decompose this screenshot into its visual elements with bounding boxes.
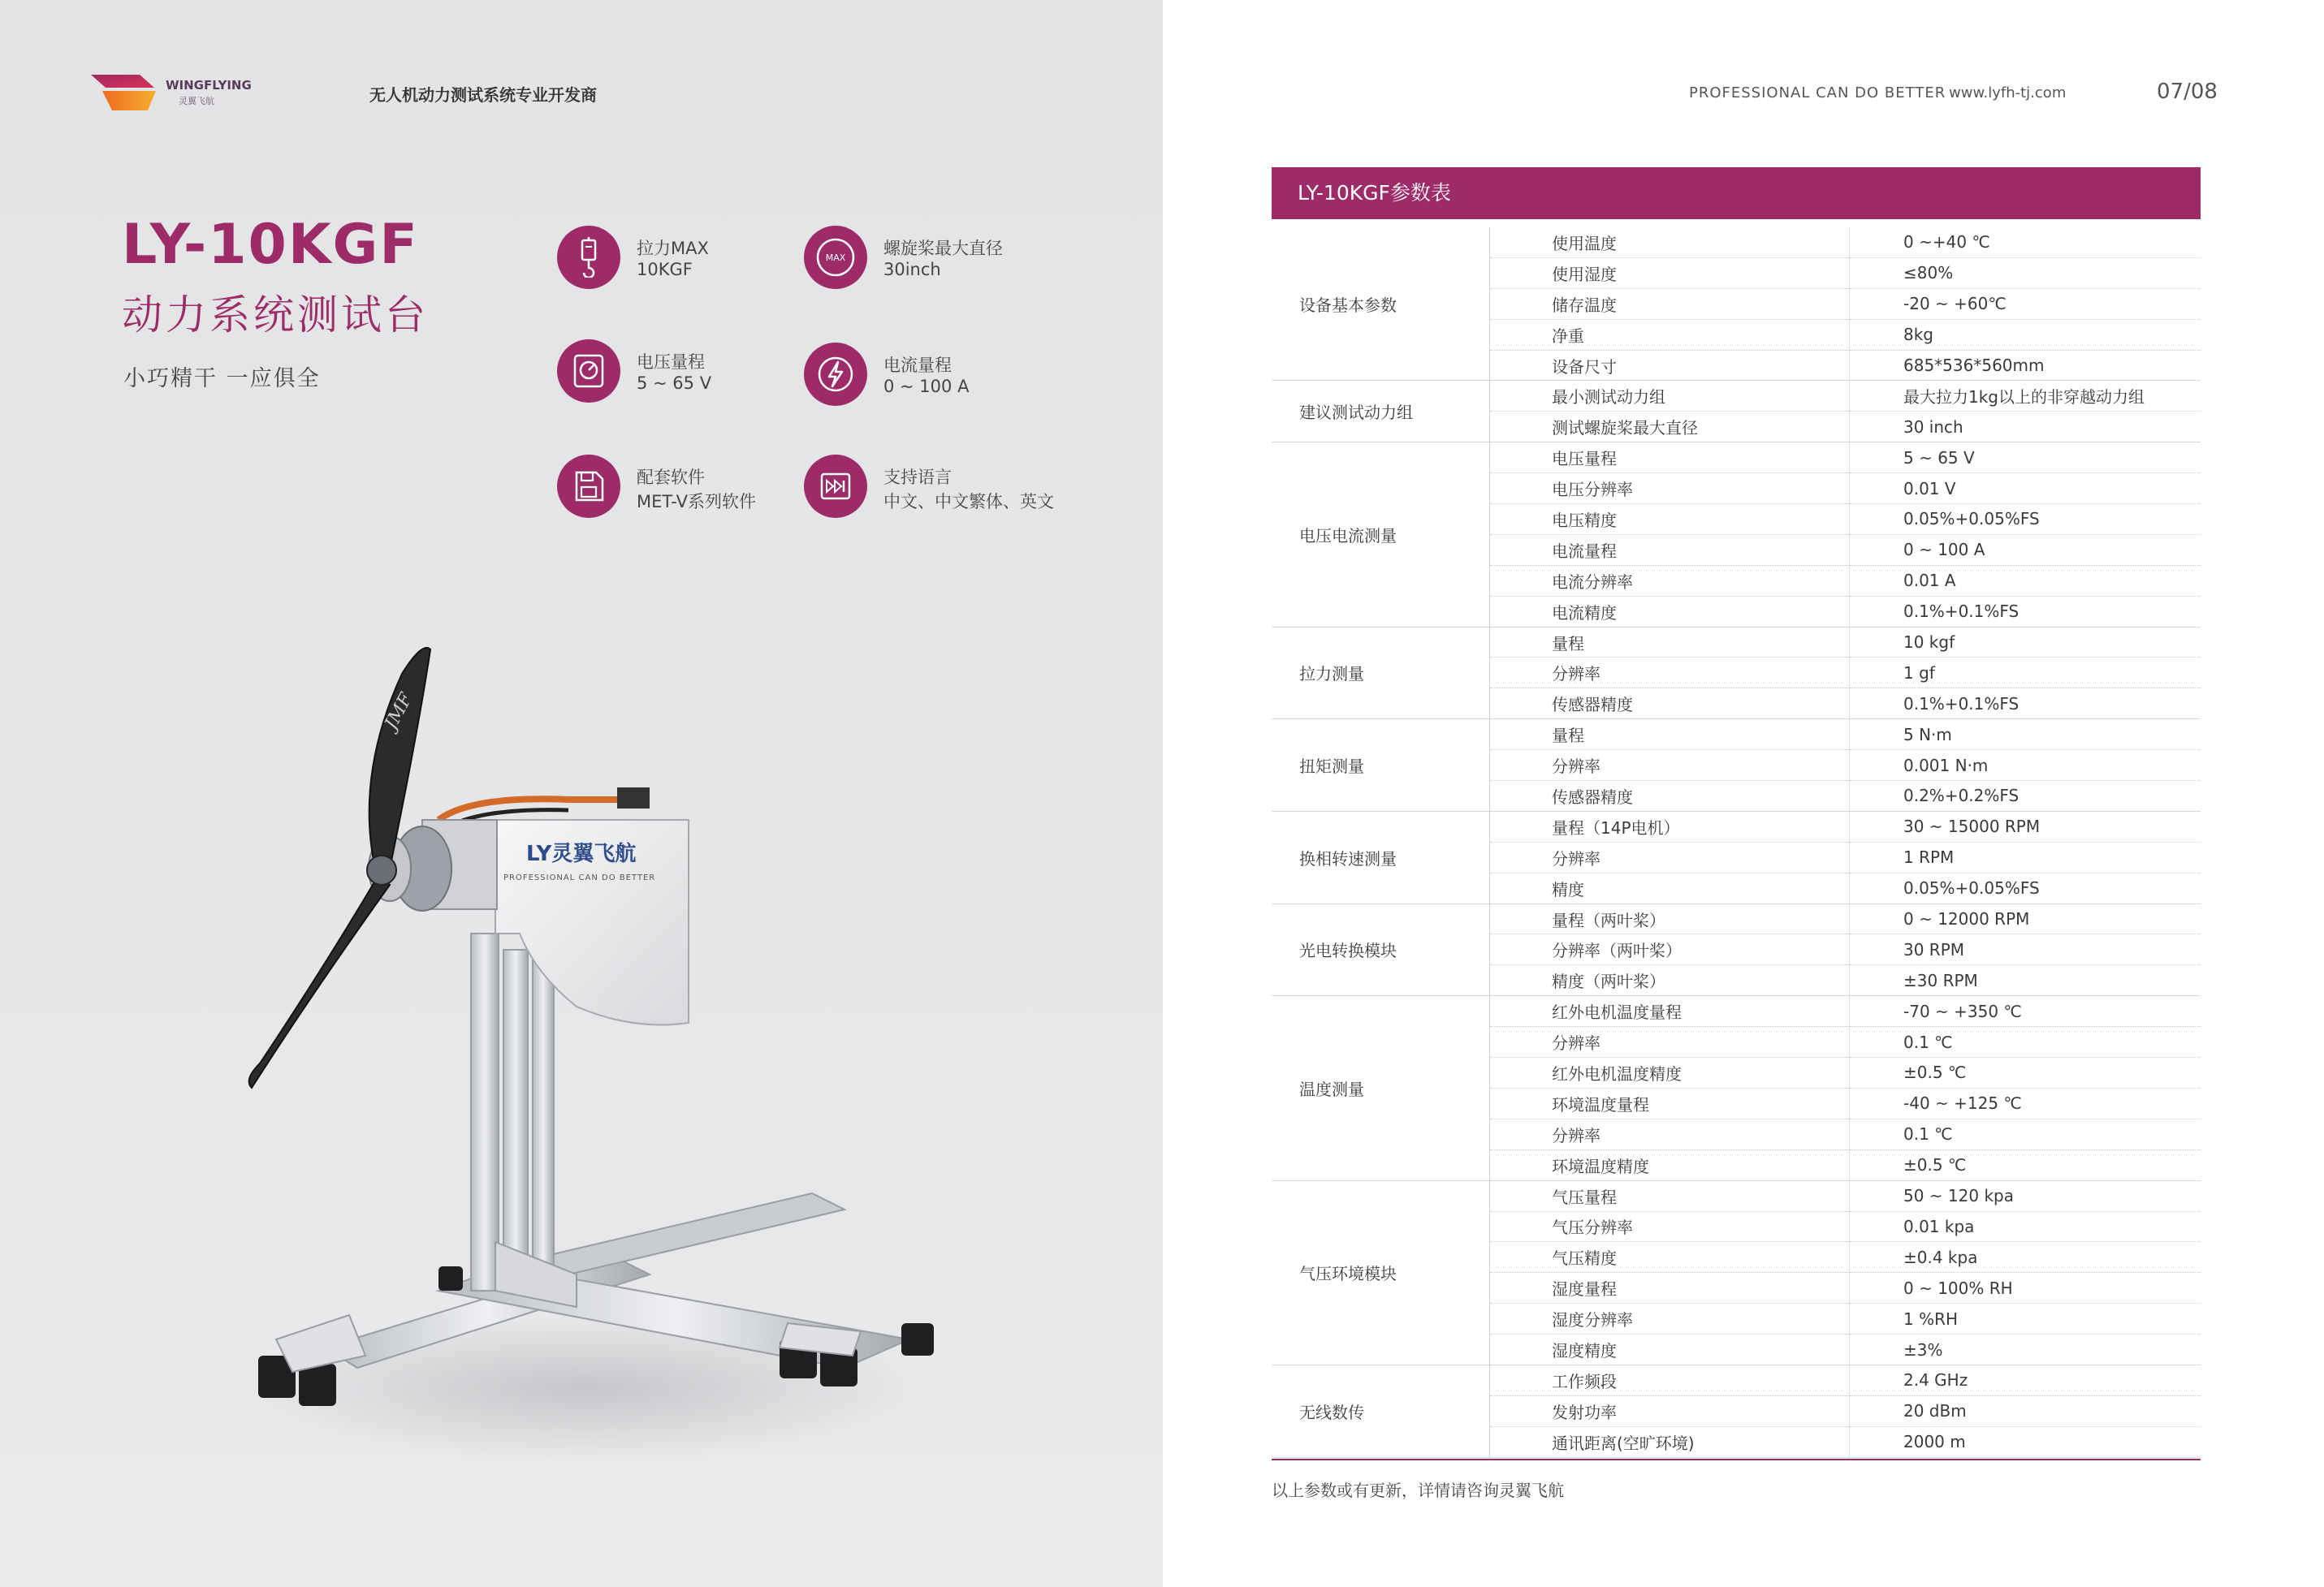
product-model: LY-10KGF — [122, 213, 419, 277]
max-diameter-icon — [804, 226, 867, 289]
company-tagline: 无人机动力测试系统专业开发商 — [369, 85, 597, 105]
feature-value: MET-V系列软件 — [637, 492, 756, 511]
feature-label: 电流量程 — [883, 356, 952, 375]
spec-param-name: 红外电机温度量程 — [1490, 996, 1850, 1027]
spec-param-name: 设备尺寸 — [1490, 350, 1850, 381]
spec-param-value: -20 ~ +60℃ — [1850, 288, 2201, 319]
spec-param-name: 气压量程 — [1490, 1180, 1850, 1211]
spec-param-name: 传感器精度 — [1490, 781, 1850, 812]
spec-category: 无线数传 — [1272, 1365, 1490, 1457]
spec-param-value: 685*536*560mm — [1850, 350, 2201, 381]
spec-param-name: 使用温度 — [1490, 227, 1850, 257]
spec-param-value: 0.01 V — [1850, 473, 2201, 504]
spec-param-value: 30 ~ 15000 RPM — [1850, 811, 2201, 842]
feature-label: 拉力MAX — [637, 239, 709, 258]
spec-param-value: 30 inch — [1850, 412, 2201, 442]
logo-subtext: 灵翼飞航 — [179, 96, 214, 106]
spec-param-name: 电流量程 — [1490, 534, 1850, 565]
spec-table-bottom-rule — [1272, 1459, 2201, 1460]
spec-param-value: ±0.5 ℃ — [1850, 1149, 2201, 1180]
feature-value: 0 ~ 100 A — [883, 377, 970, 396]
footnote: 以上参数或有更新，详情请咨询灵翼飞航 — [1272, 1481, 1564, 1500]
spec-param-name: 电压分辨率 — [1490, 473, 1850, 504]
spec-param-name: 环境温度精度 — [1490, 1149, 1850, 1180]
spec-category: 拉力测量 — [1272, 627, 1490, 719]
spec-param-name: 发射功率 — [1490, 1395, 1850, 1426]
spec-category: 温度测量 — [1272, 996, 1490, 1180]
spec-category: 换相转速测量 — [1272, 811, 1490, 903]
spec-param-name: 分辨率 — [1490, 1027, 1850, 1058]
spec-param-value: 0.1%+0.1%FS — [1850, 688, 2201, 719]
page-number: 07/08 — [2157, 80, 2218, 104]
spec-param-value: 1 gf — [1850, 658, 2201, 688]
table-row — [1272, 227, 2201, 257]
feature-current — [804, 343, 1064, 408]
table-row — [1272, 1180, 2201, 1211]
website-link[interactable]: www.lyfh-tj.com — [1949, 84, 2067, 101]
spec-param-name: 电压精度 — [1490, 504, 1850, 535]
spec-param-name: 湿度量程 — [1490, 1273, 1850, 1304]
feature-language — [804, 455, 1064, 520]
spec-param-name: 传感器精度 — [1490, 688, 1850, 719]
spec-param-name: 环境温度量程 — [1490, 1088, 1850, 1119]
spec-param-value: 0.05%+0.05%FS — [1850, 504, 2201, 535]
spec-param-name: 通讯距离(空旷环境) — [1490, 1426, 1850, 1457]
spec-param-value: 0.1 ℃ — [1850, 1027, 2201, 1058]
spec-param-value: 0.1%+0.1%FS — [1850, 596, 2201, 627]
spec-param-name: 分辨率 — [1490, 842, 1850, 873]
spec-param-name: 分辨率 — [1490, 658, 1850, 688]
spec-param-value: 5 N·m — [1850, 719, 2201, 750]
voltage-meter-icon — [557, 339, 620, 403]
spec-param-value: 8kg — [1850, 319, 2201, 350]
spec-param-name: 湿度精度 — [1490, 1335, 1850, 1365]
spec-category: 建议测试动力组 — [1272, 381, 1490, 442]
product-slogan: 小巧精干 一应俱全 — [123, 366, 321, 391]
spec-param-name: 气压精度 — [1490, 1242, 1850, 1273]
svg-text:JMF: JMF — [381, 689, 417, 733]
spec-param-name: 量程（两叶桨） — [1490, 903, 1850, 934]
table-row — [1272, 381, 2201, 412]
spec-param-value: 20 dBm — [1850, 1395, 2201, 1426]
feature-voltage — [557, 339, 817, 404]
feature-value: 5 ~ 65 V — [637, 373, 712, 393]
feature-label: 支持语言 — [883, 468, 952, 487]
spec-param-name: 最小测试动力组 — [1490, 381, 1850, 412]
spec-param-value: 50 ~ 120 kpa — [1850, 1180, 2201, 1211]
spec-param-name: 测试螺旋桨最大直径 — [1490, 412, 1850, 442]
spec-param-value: 5 ~ 65 V — [1850, 442, 2201, 473]
spec-param-name: 电流精度 — [1490, 596, 1850, 627]
spec-category: 光电转换模块 — [1272, 903, 1490, 996]
lightning-icon — [804, 343, 867, 406]
feature-value: 30inch — [883, 260, 941, 279]
spec-param-value: 0.01 A — [1850, 565, 2201, 596]
wing-logo-icon — [91, 71, 166, 117]
spec-param-value: ±30 RPM — [1850, 965, 2201, 996]
spec-param-name: 湿度分辨率 — [1490, 1304, 1850, 1335]
spec-param-name: 量程（14P电机） — [1490, 811, 1850, 842]
spec-param-name: 分辨率 — [1490, 1119, 1850, 1149]
table-row — [1272, 903, 2201, 934]
thrust-gauge-icon — [557, 226, 620, 289]
spec-param-value: ≤80% — [1850, 257, 2201, 288]
spec-table-title-bar — [1272, 167, 2201, 219]
spec-param-value: 2000 m — [1850, 1426, 2201, 1457]
brand-logo — [91, 71, 253, 120]
spec-param-value: 0.001 N·m — [1850, 750, 2201, 781]
spec-param-name: 净重 — [1490, 319, 1850, 350]
spec-param-name: 电压量程 — [1490, 442, 1850, 473]
right-page — [1163, 0, 2324, 1587]
spec-param-name: 电流分辨率 — [1490, 565, 1850, 596]
spec-param-value: ±3% — [1850, 1335, 2201, 1365]
spec-param-value: 0.1 ℃ — [1850, 1119, 2201, 1149]
spec-category: 电压电流测量 — [1272, 442, 1490, 627]
spec-param-value: -70 ~ +350 ℃ — [1850, 996, 2201, 1027]
spec-category: 气压环境模块 — [1272, 1180, 1490, 1365]
test-stand-illustration — [227, 625, 958, 1469]
feature-label: 螺旋桨最大直径 — [883, 239, 1003, 258]
table-row — [1272, 719, 2201, 750]
spec-param-value: 0.2%+0.2%FS — [1850, 781, 2201, 812]
spec-category: 扭矩测量 — [1272, 719, 1490, 812]
table-row — [1272, 442, 2201, 473]
spec-param-name: 红外电机温度精度 — [1490, 1058, 1850, 1089]
table-row — [1272, 627, 2201, 658]
table-row — [1272, 1365, 2201, 1395]
spec-param-value: 0 ~ 100% RH — [1850, 1273, 2201, 1304]
spec-param-value: 0.05%+0.05%FS — [1850, 873, 2201, 903]
spec-param-name: 储存温度 — [1490, 288, 1850, 319]
machine-tagline: PROFESSIONAL CAN DO BETTER — [503, 873, 656, 882]
feature-label: 电压量程 — [637, 352, 705, 372]
spec-param-value: ±0.4 kpa — [1850, 1242, 2201, 1273]
feature-software — [557, 455, 817, 520]
spec-param-value: 0 ~ 12000 RPM — [1850, 903, 2201, 934]
spec-param-name: 量程 — [1490, 719, 1850, 750]
spec-param-value: 10 kgf — [1850, 627, 2201, 658]
spec-param-name: 分辨率 — [1490, 750, 1850, 781]
spec-param-value: 0.01 kpa — [1850, 1211, 2201, 1242]
spec-param-name: 量程 — [1490, 627, 1850, 658]
feature-max-diameter — [804, 226, 1064, 291]
logo-text: WINGFLYING — [166, 78, 252, 93]
product-name: 动力系统测试台 — [122, 291, 429, 339]
spec-param-value: 2.4 GHz — [1850, 1365, 2201, 1395]
table-row — [1272, 996, 2201, 1027]
header-slogan: PROFESSIONAL CAN DO BETTER — [1689, 84, 1946, 101]
feature-value: 10KGF — [637, 260, 693, 279]
spec-param-value: -40 ~ +125 ℃ — [1850, 1088, 2201, 1119]
svg-text:MAX: MAX — [825, 252, 846, 263]
feature-label: 配套软件 — [637, 468, 705, 487]
table-row — [1272, 811, 2201, 842]
spec-param-value: 1 RPM — [1850, 842, 2201, 873]
spec-param-value: ±0.5 ℃ — [1850, 1058, 2201, 1089]
spec-category: 设备基本参数 — [1272, 227, 1490, 381]
feature-value: 中文、中文繁体、英文 — [883, 492, 1054, 511]
spec-param-value: 最大拉力1kg以上的非穿越动力组 — [1850, 381, 2201, 412]
spec-param-name: 精度 — [1490, 873, 1850, 903]
spec-param-name: 使用湿度 — [1490, 257, 1850, 288]
spec-param-value: 0 ~+40 ℃ — [1850, 227, 2201, 257]
spec-param-name: 工作频段 — [1490, 1365, 1850, 1395]
language-icon — [804, 455, 867, 518]
spec-param-name: 分辨率（两叶桨） — [1490, 934, 1850, 965]
spec-param-name: 气压分辨率 — [1490, 1211, 1850, 1242]
spec-param-value: 0 ~ 100 A — [1850, 534, 2201, 565]
spec-param-name: 精度（两叶桨） — [1490, 965, 1850, 996]
spec-table — [1272, 227, 2201, 1458]
machine-brand: LY灵翼飞航 — [526, 842, 637, 866]
spec-param-value: 1 %RH — [1850, 1304, 2201, 1335]
spec-table-title: LY-10KGF参数表 — [1298, 181, 1451, 205]
spec-param-value: 30 RPM — [1850, 934, 2201, 965]
feature-thrust — [557, 226, 817, 291]
software-icon — [557, 455, 620, 518]
